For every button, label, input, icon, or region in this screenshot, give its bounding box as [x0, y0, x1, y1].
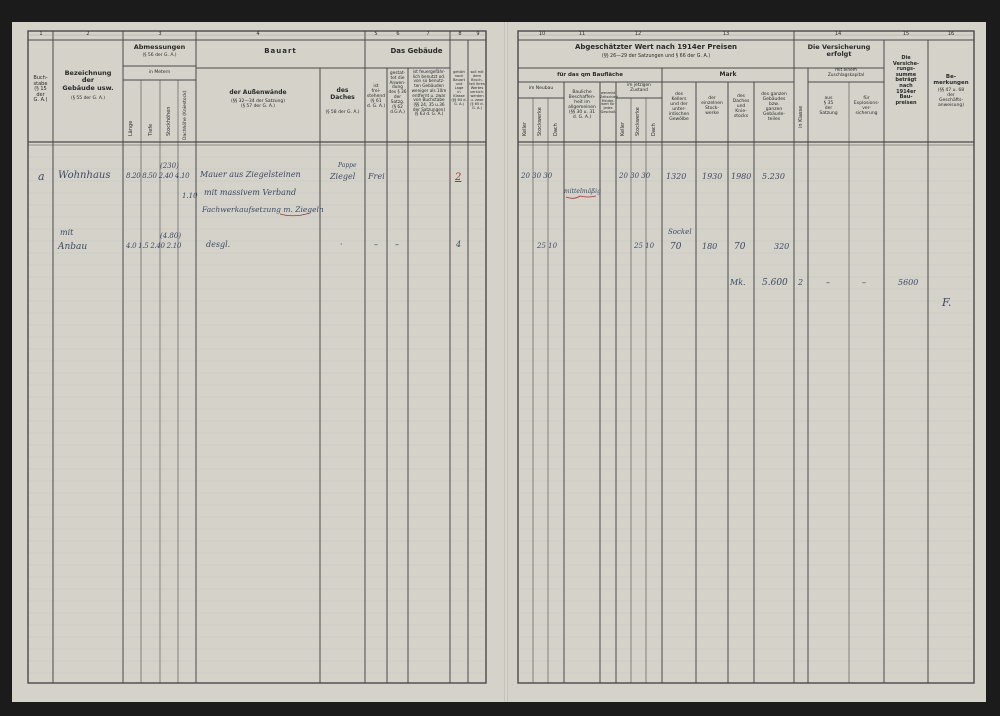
header-zuschlag: mit einem Zuschlagskapital — [827, 68, 865, 78]
entry1-dach-mark: 1980 — [731, 172, 752, 181]
entry2-dims: 4.0 1.5 2.40 2.10 — [126, 242, 182, 250]
summary-total: 5.600 — [762, 278, 788, 288]
entry1-dach: Ziegel — [330, 172, 356, 181]
header-stock-jetzt: Stockwerke — [635, 107, 641, 136]
entry1-jetzig: 20 30 30 — [619, 172, 651, 180]
colnum-1: 1 — [39, 31, 43, 37]
entry2-sockel: Sockel — [668, 228, 692, 236]
header-dach-jetzt: Dach — [651, 123, 657, 136]
header-im-jetzigen: im jetzigen Zustand — [627, 83, 651, 93]
header-bauliche: Bauliche Beschaffen- heit im allgemeinen (§§ 30 u. 31 d. G. A.) — [568, 90, 596, 121]
header-dach-neu: Dach — [553, 123, 559, 136]
header-aussenwaende: der Außenwände — [229, 89, 287, 96]
header-feuergefaehrlich: ist feuergefähr- lich benutzt od. von so benutz- ten Gebäuden weniger als 10m entfernt u. zwar von Buchstabe (§§ 24, 35 u.36 der Satzungen) (§ 63 d. G. A.) — [411, 69, 447, 117]
header-dachhoehe: Dachhöhe (Kniestock) — [183, 90, 188, 140]
summary-summe: 5600 — [898, 278, 919, 287]
entry2-keller-mark: 70 — [670, 242, 682, 252]
header-des-kellers: des Kellers und der unter- irdischen Gewölbe — [668, 92, 690, 123]
entry1-neubau: 20 30 30 — [521, 172, 553, 180]
header-laenge: Länge — [128, 120, 134, 136]
header-abgeschaetzt: Abgeschätzter Wert nach 1914er Preisen — [574, 43, 738, 51]
header-summe: Die Versiche- rungs- summe beträgt nach 1914er Bau- preisen — [892, 55, 920, 106]
header-keller-neu: Keller — [522, 121, 528, 136]
entry2-bezeichnung-b: Anbau — [58, 242, 88, 252]
colnum-13: 13 — [722, 31, 730, 37]
header-freistehend: ist frei- stehend (§ 61 d. G. A.) — [366, 84, 386, 110]
colnum-6: 6 — [396, 31, 400, 37]
entry2-dash2: – — [395, 240, 399, 249]
entry2-wand: desgl. — [206, 240, 231, 249]
entry1-klasse: 2 — [455, 172, 462, 183]
colnum-7: 7 — [426, 31, 430, 37]
summary-dash1: – — [826, 278, 830, 287]
header-tiefe: Tiefe — [148, 123, 154, 136]
header-bezeichnung-sub: (§ 55 der G. A.) — [70, 96, 106, 101]
header-in-klasse: in Klasse — [798, 105, 804, 128]
entry2-stock-mark: 180 — [702, 242, 718, 251]
entry2-neubau: 25 10 — [537, 242, 558, 250]
colnum-12: 12 — [634, 31, 642, 37]
colnum-10: 10 — [538, 31, 546, 37]
summary-label: Mk. — [730, 278, 746, 287]
entry1-ganz-mark: 5.230 — [762, 172, 785, 181]
header-fuer-qm: für das qm Baufläche — [557, 72, 623, 78]
header-abmessungen: Abmessungen — [133, 43, 186, 51]
header-aussenwaende-sub: (§§ 32—34 der Satzung) (§ 57 der G. A.) — [230, 99, 286, 110]
header-abgeschaetzt-sub: (§§ 26—29 der Satzungen und § 66 der G. A.) — [601, 54, 711, 59]
entry2-klasse: 4 — [456, 240, 462, 249]
colnum-9: 9 — [476, 31, 480, 37]
summary-dash2: – — [862, 278, 866, 287]
header-abmessungen-sub: (§ 56 der G. A.) — [142, 53, 177, 58]
header-bezeichnung: Bezeichnung der Gebäude usw. — [62, 69, 114, 92]
entry1-dims2: 1.10 — [182, 192, 198, 200]
header-das-gebaeude: Das Gebäude — [390, 47, 443, 55]
colnum-15: 15 — [902, 31, 910, 37]
header-wertminderung: wenmist Zeitschied Minder- wert für jedes Geschoß — [600, 91, 618, 115]
colnum-3: 3 — [158, 31, 162, 37]
colnum-16: 16 — [947, 31, 955, 37]
colnum-8: 8 — [458, 31, 462, 37]
colnum-4: 4 — [256, 31, 260, 37]
header-der-stockwerke: der einzelnen Stock- werke — [701, 96, 723, 117]
header-versicherung: Die Versicherung erfolgt — [807, 43, 871, 59]
entry1-dach-note: Pappe — [338, 162, 357, 169]
header-daches-sub: (§ 58 der G. A.) — [325, 110, 360, 115]
header-mark: Mark — [719, 71, 737, 78]
header-gestattet: gestat- tet die Anwen- dung des § 36 der Satzg. (§ 62 d.G.A.) — [388, 71, 407, 115]
entry1-stock-mark: 1930 — [702, 172, 723, 181]
summary-initial: F. — [942, 296, 952, 309]
header-stock-neu: Stockwerke — [537, 107, 543, 136]
entry2-dach-mark: 70 — [734, 242, 746, 252]
entry2-jetzig: 25 10 — [634, 242, 655, 250]
entry1-dims-note: (230) — [160, 162, 179, 170]
colnum-14: 14 — [834, 31, 842, 37]
entry1-wand-2: mit massivem Verband — [204, 188, 297, 197]
entry1-bauliche: mittelmäßig — [564, 188, 601, 195]
header-buchstabe: Buch- stabe (§ 15 der G. A.) — [33, 75, 48, 104]
entry1-wand-1: Mauer aus Ziegelsteinen — [200, 170, 301, 179]
header-stockhoehe: Stockhöhen — [166, 106, 172, 136]
entry1-wand-3: Fachwerkaufsetzung m. Ziegeln — [202, 205, 324, 214]
entry1-freistehend: Frei — [368, 172, 385, 181]
header-soll-mit: soll mit dem Bruch- teil ihres Wertes versich. werden u. zwar (§ 65 d. G. A.) — [469, 70, 485, 111]
header-gehoert: gehört nach Bauart und Lage in Klasse (§§ 64 d. G. A.) — [451, 70, 467, 107]
header-bemerkungen-sub: (§§ 47 u. 68 der Geschäfts- anweisung) — [937, 88, 965, 109]
entry2-dach: · — [340, 240, 343, 249]
header-aus-35: aus § 35 der Satzung — [819, 96, 838, 117]
entry1-bezeichnung: Wohnhaus — [58, 170, 111, 181]
entry2-bezeichnung-a: mit — [60, 228, 74, 237]
header-daches: des Daches — [330, 87, 355, 101]
summary-klasse: 2 — [798, 278, 804, 287]
entry2-dims-note: (4.80) — [160, 232, 182, 240]
colnum-11: 11 — [578, 31, 586, 37]
header-bemerkungen: Be- merkungen — [933, 74, 969, 87]
entry2-ganz-mark: 320 — [774, 242, 790, 251]
colnum-2: 2 — [86, 31, 90, 37]
header-bauart: Bauart — [264, 47, 297, 55]
entry2-dash1: – — [374, 240, 378, 249]
entry1-dims: 8.20 8.50 2.40 4.10 — [126, 172, 190, 180]
header-im-neubau: im Neubau — [528, 86, 554, 91]
header-in-metern: in Metern — [148, 70, 171, 75]
header-des-daches: des Daches und Knie- stocks — [732, 94, 750, 120]
header-ganzen-gebaeudes: des ganzen Gebäudes bzw. ganzen Gebäude- teiles — [761, 92, 787, 123]
colnum-5: 5 — [374, 31, 378, 37]
header-keller-jetzt: Keller — [620, 121, 626, 136]
entry1-keller-mark: 1320 — [666, 172, 687, 181]
header-explosion: für Explosions- ver- sicherung — [853, 96, 880, 117]
entry1-buchstabe: a — [38, 170, 45, 183]
